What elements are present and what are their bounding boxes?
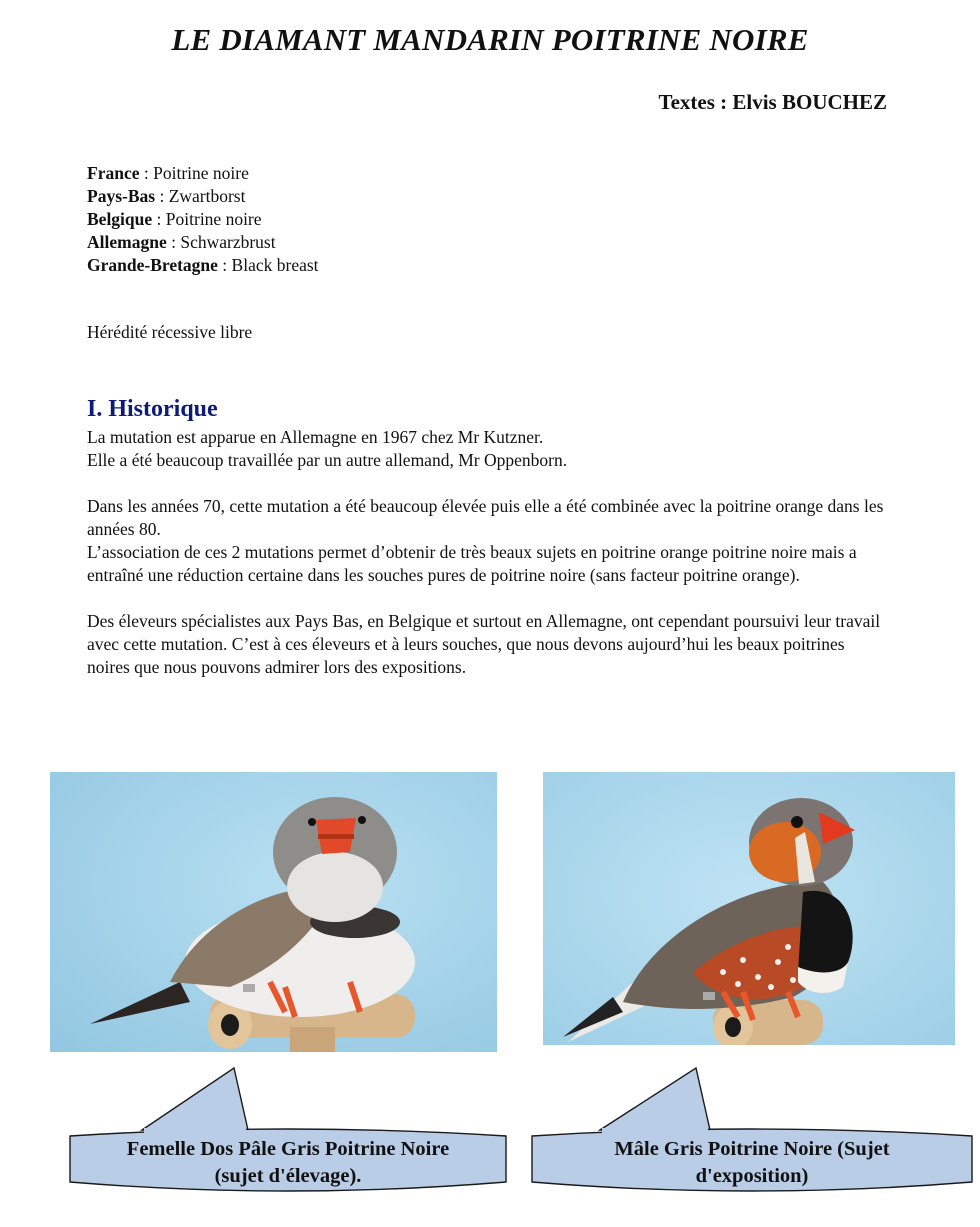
- paragraph: Dans les années 70, cette mutation a été beaucoup élevée puis elle a été combinée avec la poitrine orange dans les années 80.: [87, 496, 884, 539]
- caption-right: Mâle Gris Poitrine Noire (Sujet d'exposition): [614, 1138, 890, 1187]
- name-entry-france: France : Poitrine noire: [87, 163, 249, 183]
- heredity-note: Hérédité récessive libre: [87, 322, 253, 342]
- female-bird-photo: [50, 772, 497, 1052]
- caption-callout-right: [526, 1064, 978, 1200]
- name-entry-uk: Grande-Bretagne : Black breast: [87, 255, 319, 275]
- common-names-list: [87, 162, 319, 277]
- history-text: [87, 426, 887, 679]
- name-entry-netherlands: Pays-Bas : Zwartborst: [87, 186, 246, 206]
- name-entry-germany: Allemagne : Schwarzbrust: [87, 232, 276, 252]
- male-bird-photo: [543, 772, 955, 1045]
- paragraph: La mutation est apparue en Allemagne en 1967 chez Mr Kutzner.: [87, 427, 544, 447]
- name-entry-belgium: Belgique : Poitrine noire: [87, 209, 262, 229]
- caption-left: Femelle Dos Pâle Gris Poitrine Noire (sujet d'élevage).: [126, 1138, 450, 1187]
- page-title: LE DIAMANT MANDARIN POITRINE NOIRE: [171, 22, 809, 57]
- paragraph: Elle a été beaucoup travaillée par un autre allemand, Mr Oppenborn.: [87, 450, 568, 470]
- paragraph: L’association de ces 2 mutations permet d’obtenir de très beaux sujets en poitrine orange poitrine noire mais a entraîné une réduction certaine dans les souches pures de poitrine noire (sans facteur poitrine orange).: [87, 542, 857, 585]
- author-credit: Textes : Elvis BOUCHEZ: [658, 90, 887, 114]
- paragraph: Des éleveurs spécialistes aux Pays Bas, en Belgique et surtout en Allemagne, ont cependant poursuivi leur travail avec cette mutation. C’est à ces éleveurs et à leurs souches, que nous devons aujourd’hui les beaux poitrines noires que nous pouvons admirer lors des expositions.: [87, 611, 881, 677]
- section-heading: I. Historique: [87, 396, 218, 422]
- caption-callout-left: [62, 1064, 514, 1200]
